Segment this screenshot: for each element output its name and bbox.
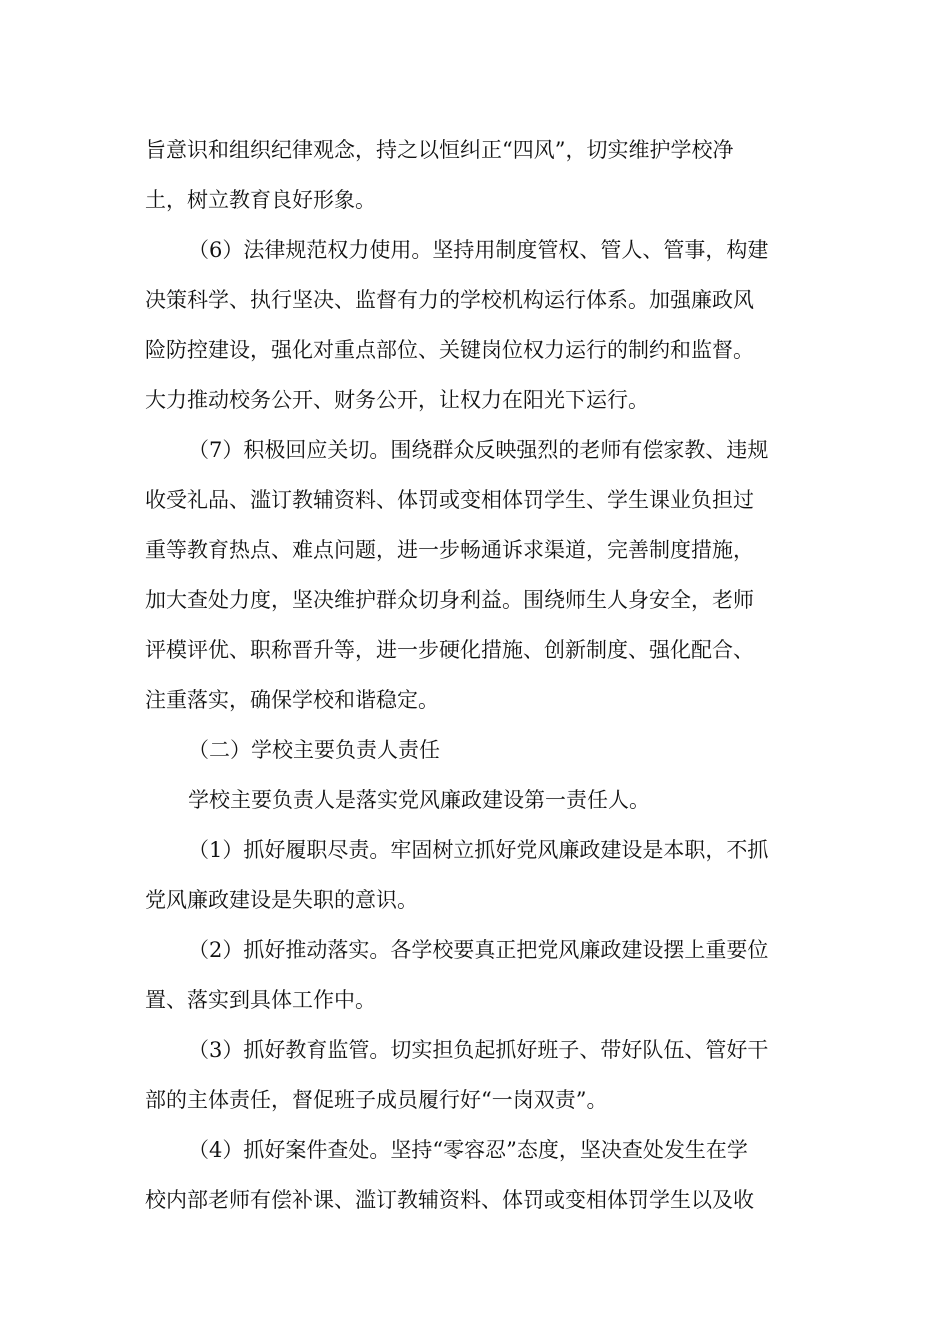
body-text-line: 险防控建设，强化对重点部位、关键岗位权力运行的制约和监督。 (145, 338, 754, 362)
paragraph-start-line: （7）积极回应关切。围绕群众反映强烈的老师有偿家教、违规 (188, 438, 769, 462)
body-text-line: 土，树立教育良好形象。 (145, 188, 376, 212)
paragraph-start-line: （6）法律规范权力使用。坚持用制度管权、管人、管事，构建 (188, 238, 769, 262)
paragraph-start-line: 学校主要负责人是落实党风廉政建设第一责任人。 (188, 788, 650, 812)
body-text-line: 校内部老师有偿补课、滥订教辅资料、体罚或变相体罚学生以及收 (145, 1188, 754, 1212)
paragraph-start-line: （2）抓好推动落实。各学校要真正把党风廉政建设摆上重要位 (188, 938, 769, 962)
body-text-line: 重等教育热点、难点问题，进一步畅通诉求渠道，完善制度措施， (145, 538, 754, 562)
paragraph-start-line: （4）抓好案件查处。坚持“零容忍”态度，坚决查处发生在学 (188, 1138, 748, 1162)
paragraph-start-line: （3）抓好教育监管。切实担负起抓好班子、带好队伍、管好干 (188, 1038, 769, 1062)
body-text-line: 加大查处力度，坚决维护群众切身利益。围绕师生人身安全，老师 (145, 588, 754, 612)
body-text-line: 党风廉政建设是失职的意识。 (145, 888, 418, 912)
body-text-line: 大力推动校务公开、财务公开，让权力在阳光下运行。 (145, 388, 649, 412)
paragraph-start-line: （1）抓好履职尽责。牢固树立抓好党风廉政建设是本职，不抓 (188, 838, 769, 862)
body-text-line: 收受礼品、滥订教辅资料、体罚或变相体罚学生、学生课业负担过 (145, 488, 754, 512)
body-text-line: 注重落实，确保学校和谐稳定。 (145, 688, 439, 712)
body-text-line: 决策科学、执行坚决、监督有力的学校机构运行体系。加强廉政风 (145, 288, 754, 312)
body-text-line: 评模评优、职称晋升等，进一步硬化措施、创新制度、强化配合、 (145, 638, 754, 662)
body-text-line: 部的主体责任，督促班子成员履行好“一岗双责”。 (145, 1088, 608, 1112)
body-text-line: 置、落实到具体工作中。 (145, 988, 376, 1012)
section-heading: （二）学校主要负责人责任 (188, 738, 440, 762)
body-text-line: 旨意识和组织纪律观念，持之以恒纠正“四风”，切实维护学校净 (145, 138, 734, 162)
